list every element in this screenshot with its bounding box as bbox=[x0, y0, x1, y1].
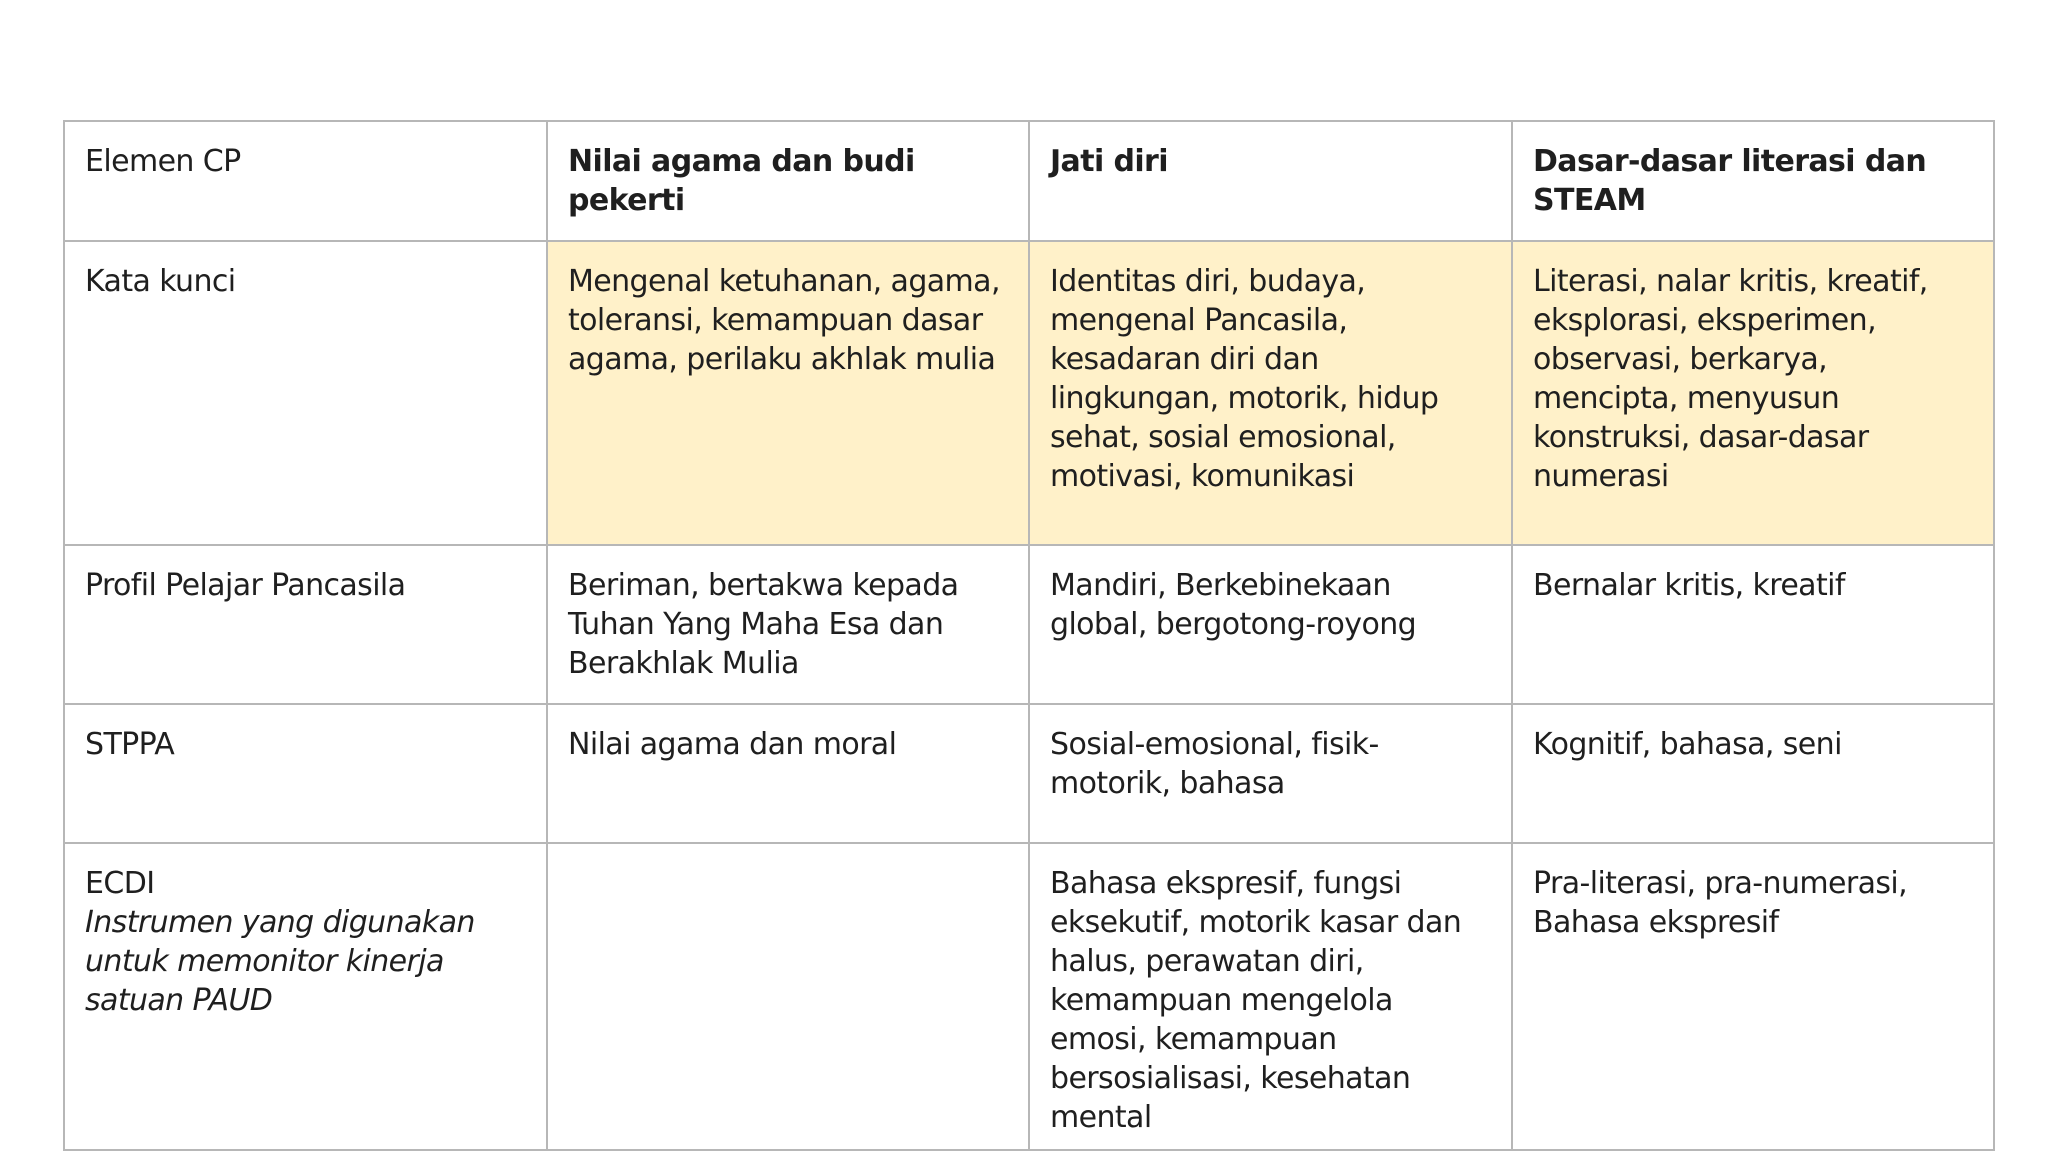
table-cell: Nilai agama dan moral bbox=[547, 704, 1029, 843]
table-row-stppa bbox=[64, 704, 1994, 843]
table-cell: Literasi, nalar kritis, kreatif, eksplorasi, eksperimen, observasi, berkarya, mencipta, menyusun konstruksi, dasar-dasar numerasi bbox=[1512, 241, 1994, 545]
table-cell: Bernalar kritis, kreatif bbox=[1512, 545, 1994, 704]
table-row-ecdi bbox=[64, 843, 1994, 1150]
row-label-profil-pelajar: Profil Pelajar Pancasila bbox=[64, 545, 547, 704]
row-label-stppa: STPPA bbox=[64, 704, 547, 843]
header-cell-literasi-steam: Dasar-dasar literasi dan STEAM bbox=[1512, 121, 1994, 241]
ecdi-note: Instrumen yang digunakan untuk memonitor kinerja satuan PAUD bbox=[85, 905, 475, 1018]
table-cell: Kognitif, bahasa, seni bbox=[1512, 704, 1994, 843]
table-cell: Bahasa ekspresif, fungsi eksekutif, motorik kasar dan halus, perawatan diri, kemampuan mengelola emosi, kemampuan bersosialisasi, kesehatan mental bbox=[1029, 843, 1512, 1150]
row-label-ecdi: ECDI bbox=[85, 866, 155, 901]
table-row-kata-kunci bbox=[64, 241, 1994, 545]
table-cell: Mengenal ketuhanan, agama, toleransi, kemampuan dasar agama, perilaku akhlak mulia bbox=[547, 241, 1029, 545]
header-cell-jati-diri: Jati diri bbox=[1029, 121, 1512, 241]
table-row-profil-pelajar bbox=[64, 545, 1994, 704]
row-label-ecdi-cell bbox=[64, 843, 547, 1150]
table-cell: Pra-literasi, pra-numerasi, Bahasa ekspresif bbox=[1512, 843, 1994, 1150]
header-cell-elemen-cp: Elemen CP bbox=[64, 121, 547, 241]
cp-element-table bbox=[63, 120, 1995, 1151]
table-cell: Identitas diri, budaya, mengenal Pancasila, kesadaran diri dan lingkungan, motorik, hidup sehat, sosial emosional, motivasi, komunikasi bbox=[1029, 241, 1512, 545]
row-label-kata-kunci: Kata kunci bbox=[64, 241, 547, 545]
header-cell-nilai-agama: Nilai agama dan budi pekerti bbox=[547, 121, 1029, 241]
table-header-row bbox=[64, 121, 1994, 241]
table-cell: Mandiri, Berkebinekaan global, bergotong-royong bbox=[1029, 545, 1512, 704]
table-cell: Beriman, bertakwa kepada Tuhan Yang Maha Esa dan Berakhlak Mulia bbox=[547, 545, 1029, 704]
table-cell: Sosial-emosional, fisik-motorik, bahasa bbox=[1029, 704, 1512, 843]
table-cell-empty bbox=[547, 843, 1029, 1150]
